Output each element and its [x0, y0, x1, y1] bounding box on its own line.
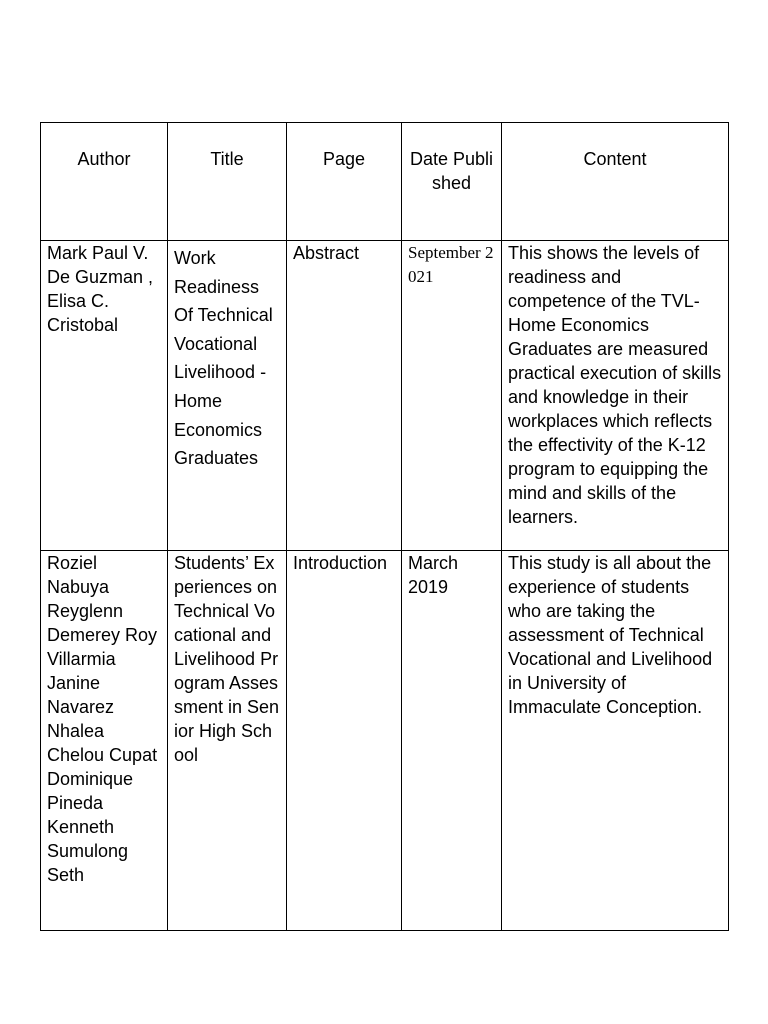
header-row	[41, 123, 729, 241]
header-title: Title	[168, 123, 287, 241]
table-row	[41, 551, 729, 931]
title-text: Work Readiness Of Technical Vocational Livelihood - Home Economics Graduates	[174, 248, 273, 469]
page-cell: Abstract	[287, 241, 402, 551]
content-cell: This shows the levels of readiness and competence of the TVL-Home Economics Graduates are measured practical execution of skills and knowledge in their workplaces which reflects the effectivity of the K-12 program to equipping the mind and skills of the learners.	[502, 241, 729, 551]
header-author: Author	[41, 123, 168, 241]
page-cell: Introduction	[287, 551, 402, 931]
date-cell: September 2021	[402, 241, 502, 551]
author-cell: Roziel Nabuya Reyglenn Demerey Roy Villarmia Janine Navarez Nhalea Chelou Cupat Dominique Pineda Kenneth Sumulong Seth	[41, 551, 168, 931]
date-cell: March 2019	[402, 551, 502, 931]
literature-table	[40, 122, 729, 931]
content-cell: This study is all about the experience of students who are taking the assessment of Technical Vocational and Livelihood in University of Immaculate Conception.	[502, 551, 729, 931]
title-cell: Students’ Experiences on Technical Vocational and Livelihood Program Assessment in Senior High School	[168, 551, 287, 931]
header-content: Content	[502, 123, 729, 241]
title-cell	[168, 241, 287, 551]
header-date-published: Date Published	[402, 123, 502, 241]
table-row	[41, 241, 729, 551]
header-page: Page	[287, 123, 402, 241]
author-cell: Mark Paul V. De Guzman , Elisa C. Cristobal	[41, 241, 168, 551]
